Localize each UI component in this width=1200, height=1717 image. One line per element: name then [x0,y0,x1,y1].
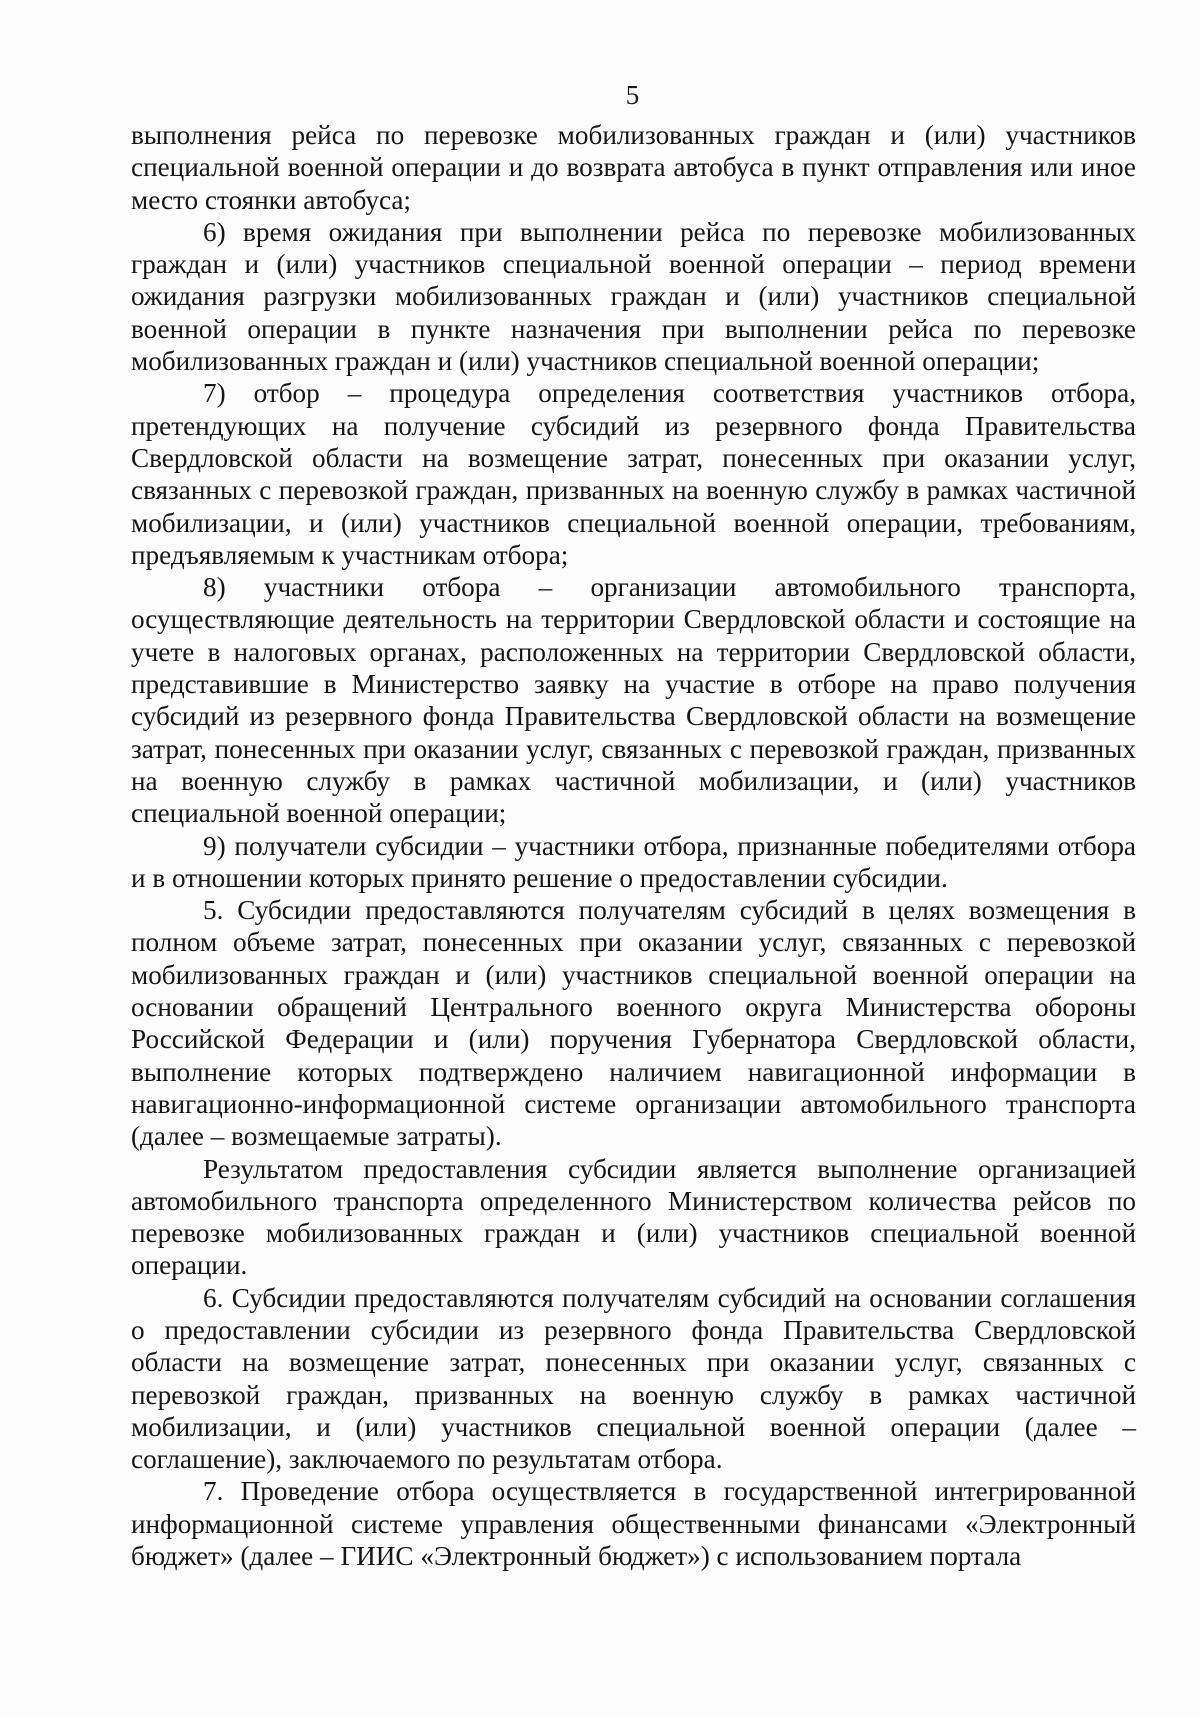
page-number: 5 [625,80,640,110]
paragraph-item-7: 7) отбор – процедура определения соответствия участников отбора, претендующих на получение субсидий из резервного фонда Правительства Свердловской области на возмещение затрат, понесенных при оказании услуг, связанных с перевозкой граждан, призванных на военную службу в рамках частичной мобилизации, и (или) участников специальной военной операции, требованиям, предъявляемым к участникам отбора; [131,378,1136,570]
paragraph-continuation: выполнения рейса по перевозке мобилизованных граждан и (или) участников специальной военной операции и до возврата автобуса в пункт отправления или иное место стоянки автобуса; [131,120,1136,215]
paragraph-section-6: 6. Субсидии предоставляются получателям субсидий на основании соглашения о предоставлении субсидии из резервного фонда Правительства Свердловской области на возмещение затрат, понесенных при оказании услуг, связанных с перевозкой граждан, призванных на военную службу в рамках частичной мобилизации, и (или) участников специальной военной операции (далее – соглашение), заключаемого по результатам отбора. [131,1282,1136,1475]
paragraph-section-7: 7. Проведение отбора осуществляется в государственной интегрированной информационной системе управления общественными финансами «Электронный бюджет» (далее – ГИИС «Электронный бюджет») с использованием портала [131,1476,1136,1572]
paragraph-item-6: 6) время ожидания при выполнении рейса по перевозке мобилизованных граждан и (или) участников специальной военной операции – период времени ожидания разгрузки мобилизованных граждан и (или) участников специальной военной операции в пункте назначения при выполнении рейса по перевозке мобилизованных граждан и (или) участников специальной военной операции; [131,216,1136,377]
paragraph-section-5: 5. Субсидии предоставляются получателям субсидий в целях возмещения в полном объеме затрат, понесенных при оказании услуг, связанных с перевозкой мобилизованных граждан и (или) участников специальной военной операции на основании обращений Центрального военного округа Министерства обороны Российской Федерации и (или) поручения Губернатора Свердловской области, выполнение которых подтверждено наличием навигационной информации в навигационно-информационной системе организации автомобильного транспорта (далее – возмещаемые затраты). [131,895,1136,1152]
document-body [131,119,1136,1572]
paragraph-item-8: 8) участники отбора – организации автомобильного транспорта, осуществляющие деятельность на территории Свердловской области и состоящие на учете в налоговых органах, расположенных на территории Свердловской области, представившие в Министерство заявку на участие в отборе на право получения субсидий из резервного фонда Правительства Свердловской области на возмещение затрат, понесенных при оказании услуг, связанных с перевозкой граждан, призванных на военную службу в рамках частичной мобилизации, и (или) участников специальной военной операции; [131,572,1136,829]
paragraph-item-9: 9) получатели субсидии – участники отбора, признанные победителями отбора и в отношении которых принято решение о предоставлении субсидии. [131,830,1136,893]
paragraph-result: Результатом предоставления субсидии является выполнение организацией автомобильного транспорта определенного Министерством количества рейсов по перевозке мобилизованных граждан и (или) участников специальной военной операции. [131,1153,1136,1281]
